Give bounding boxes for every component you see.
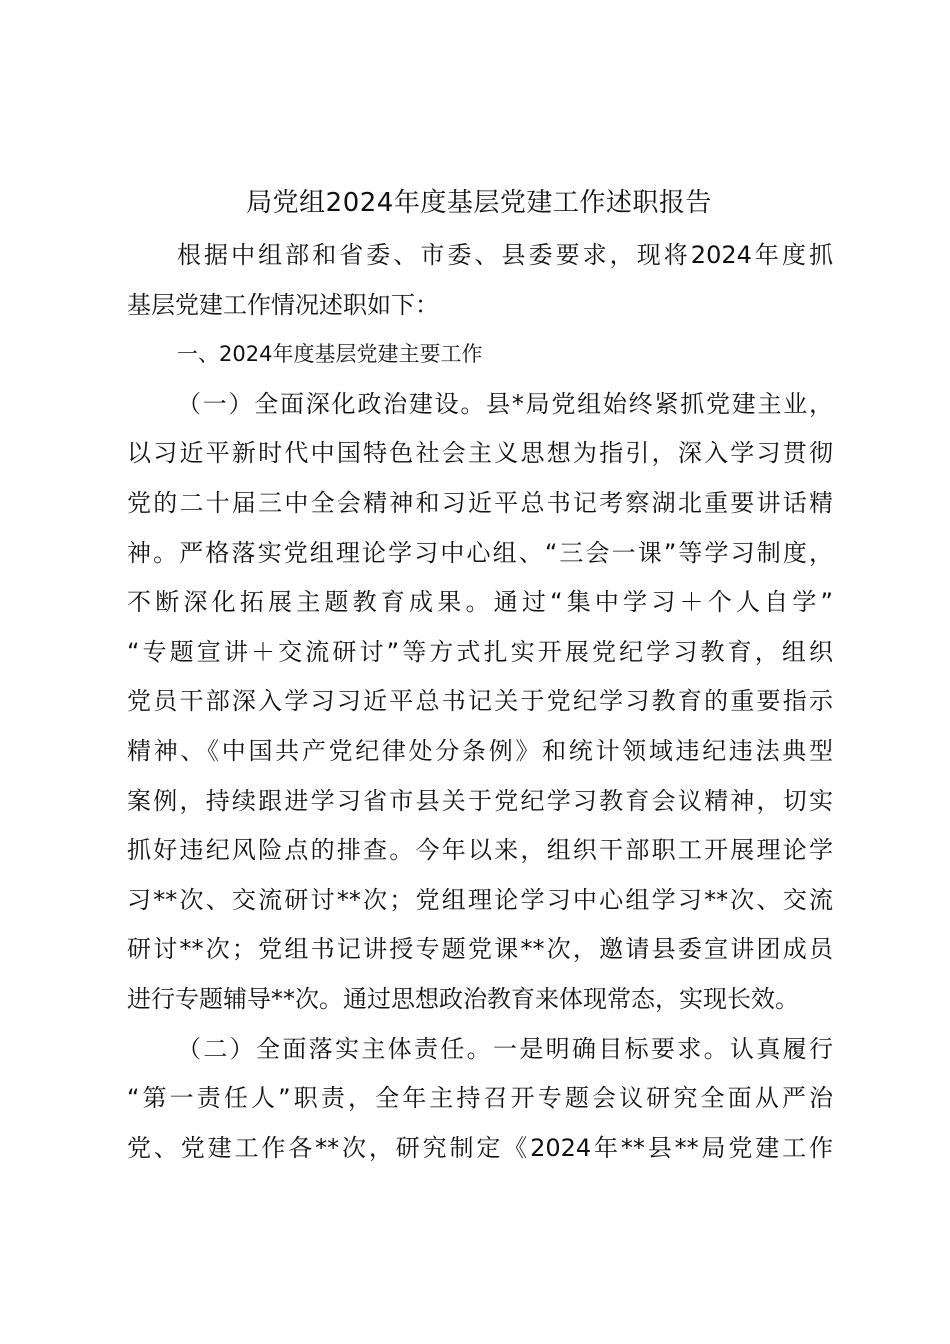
document-body [127,231,833,1173]
paragraph-line: “第一责任人”职责，全年主持召开专题会议研究全面从严治 [127,1084,833,1113]
paragraph-line: （一）全面深化政治建设。县*局党组始终紧抓党建主业， [177,389,833,418]
intro-line: 基层党建工作情况述职如下： [127,290,439,319]
section-heading: 一、2024年度基层党建主要工作 [177,342,483,367]
paragraph-line: （二）全面落实主体责任。一是明确目标要求。认真履行 [177,1034,833,1063]
paragraph-line: 精神、《中国共产党纪律处分条例》和统计领域违纪违法典型 [127,736,833,765]
paragraph-line: 习**次、交流研讨**次；党组理论学习中心组学习**次、交流 [127,885,833,914]
paragraph-line: 研讨**次；党组书记讲授专题党课**次，邀请县委宣讲团成员 [127,935,833,964]
paragraph-line: 不断深化拓展主题教育成果。通过“集中学习＋个人自学” [127,588,833,617]
paragraph-line: 党的二十届三中全会精神和习近平总书记考察湖北重要讲话精 [127,488,833,517]
paragraph-line: 党、党建工作各**次，研究制定《2024年**县**局党建工作 [127,1133,833,1162]
paragraph-line: 抓好违纪风险点的排查。今年以来，组织干部职工开展理论学 [127,836,833,865]
paragraph-line: 进行专题辅导**次。通过思想政治教育来体现常态，实现长效。 [127,984,799,1013]
paragraph-line: 以习近平新时代中国特色社会主义思想为指引，深入学习贯彻 [127,439,833,468]
paragraph-line: “专题宣讲＋交流研讨”等方式扎实开展党纪学习教育，组织 [127,637,833,666]
document-title: 局党组2024年度基层党建工作述职报告 [246,188,712,218]
paragraph-line: 神。严格落实党组理论学习中心组、“三会一课”等学习制度， [127,538,833,567]
intro-line: 根据中组部和省委、市委、县委要求，现将2024年度抓 [177,241,833,269]
paragraph-line: 党员干部深入学习习近平总书记关于党纪学习教育的重要指示 [127,687,833,716]
paragraph-line: 案例，持续跟进学习省市县关于党纪学习教育会议精神，切实 [127,786,833,815]
